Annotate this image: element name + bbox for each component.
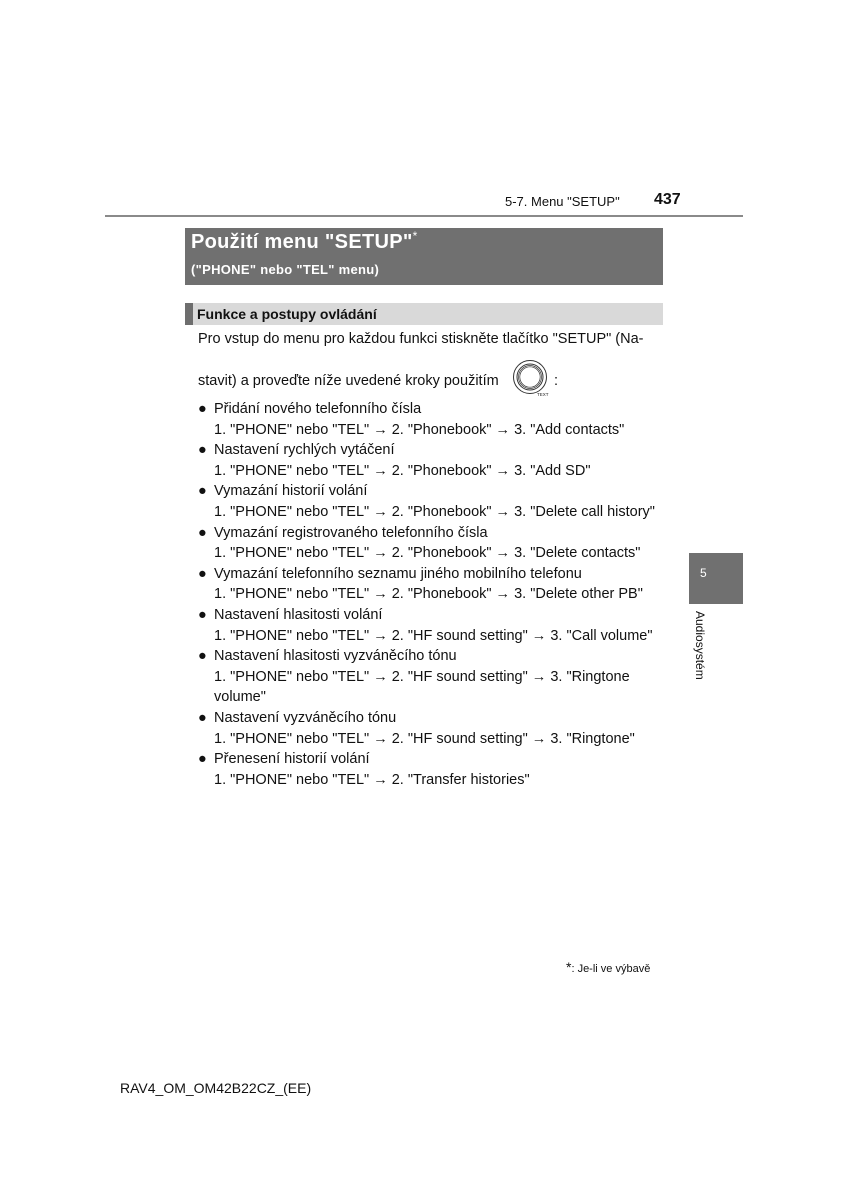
list-item-title-text: Přenesení historií volání	[214, 751, 370, 768]
list-item	[198, 646, 668, 708]
page-number: 437	[654, 191, 681, 208]
list-item	[198, 605, 668, 646]
section-header	[185, 303, 663, 325]
page-title-text: Použití menu "SETUP"	[191, 231, 413, 253]
section-label: Funkce a postupy ovládání	[197, 306, 377, 322]
bullet-icon: ●	[198, 751, 207, 768]
header-divider	[105, 215, 743, 217]
list-item-title	[198, 440, 668, 461]
document-code: RAV4_OM_OM42B22CZ_(EE)	[120, 1080, 312, 1096]
list-item-title-text: Vymazání historií volání	[214, 483, 368, 500]
list-item	[198, 399, 668, 440]
list-item-step: 1. "PHONE" nebo "TEL" → 2. "Phonebook" → 3. "Delete other PB"	[214, 586, 643, 603]
list-item-title	[198, 749, 668, 770]
list-item-step: 1. "PHONE" nebo "TEL" → 2. "Phonebook" → 3. "Add contacts"	[214, 421, 625, 438]
footnote-text: : Je-li ve výbavě	[571, 963, 651, 975]
bullet-icon: ●	[198, 524, 207, 541]
chapter-number: 5	[700, 566, 707, 580]
section-accent	[185, 303, 193, 325]
knob-label: TEXT	[537, 392, 549, 397]
list-item	[198, 708, 668, 749]
bullet-icon: ●	[198, 483, 207, 500]
title-box	[185, 228, 663, 285]
bullet-icon: ●	[198, 401, 207, 417]
footnote	[566, 959, 650, 975]
chapter-label: Audiosystém	[693, 611, 707, 680]
list-item-title-text: Nastavení hlasitosti volání	[214, 606, 383, 623]
list-item-step: 1. "PHONE" nebo "TEL" → 2. "HF sound setting" → 3. "Call volume"	[214, 627, 653, 644]
list-item	[198, 749, 668, 790]
list-item	[198, 481, 668, 522]
list-item-title	[198, 481, 668, 502]
chapter-tab	[689, 553, 743, 604]
list-item-step: volume"	[214, 689, 266, 706]
list-item-title	[198, 523, 668, 544]
list-item	[198, 440, 668, 481]
list-item-title-text: Nastavení vyzváněcího tónu	[214, 709, 397, 726]
intro-line-1: Pro vstup do menu pro každou funkci stiskněte tlačítko "SETUP" (Na-	[198, 331, 644, 347]
list-item-title	[198, 564, 668, 585]
page-title	[191, 231, 418, 254]
header-section-title: 5-7. Menu "SETUP"	[505, 194, 620, 209]
page-subtitle: ("PHONE" nebo "TEL" menu)	[191, 262, 380, 277]
function-list	[198, 399, 668, 790]
list-item-step: 1. "PHONE" nebo "TEL" → 2. "Phonebook" → 3. "Add SD"	[214, 462, 591, 479]
bullet-icon: ●	[198, 442, 207, 459]
bullet-icon: ●	[198, 606, 207, 623]
list-item-title	[198, 708, 668, 729]
list-item-title-text: Přidání nového telefonního čísla	[214, 401, 422, 417]
list-item	[198, 523, 668, 564]
footnote-star: *	[566, 959, 572, 975]
list-item-title-text: Nastavení rychlých vytáčení	[214, 442, 395, 459]
list-item-title-text: Vymazání registrovaného telefonního čísla	[214, 524, 488, 541]
bullet-icon: ●	[198, 565, 207, 582]
list-item-step: 1. "PHONE" nebo "TEL" → 2. "HF sound setting" → 3. "Ringtone	[214, 668, 630, 685]
list-item-title-text: Vymazání telefonního seznamu jiného mobilního telefonu	[214, 565, 582, 582]
list-item	[198, 564, 668, 605]
bullet-icon: ●	[198, 709, 207, 726]
bullet-icon: ●	[198, 648, 207, 665]
title-asterisk: *	[412, 229, 418, 243]
tune-scroll-knob-icon	[511, 360, 551, 398]
list-item-title-text: Nastavení hlasitosti vyzváněcího tónu	[214, 648, 457, 665]
list-item-step: 1. "PHONE" nebo "TEL" → 2. "Phonebook" → 3. "Delete call history"	[214, 503, 655, 520]
intro-colon: :	[554, 373, 559, 389]
intro-line-2: stavit) a proveďte níže uvedené kroky použitím	[198, 373, 499, 389]
list-item-title	[198, 399, 668, 420]
list-item-title	[198, 646, 668, 667]
list-item-step: 1. "PHONE" nebo "TEL" → 2. "Transfer histories"	[214, 771, 530, 788]
list-item-step: 1. "PHONE" nebo "TEL" → 2. "HF sound setting" → 3. "Ringtone"	[214, 730, 635, 747]
list-item-title	[198, 605, 668, 626]
list-item-step: 1. "PHONE" nebo "TEL" → 2. "Phonebook" → 3. "Delete contacts"	[214, 545, 641, 562]
